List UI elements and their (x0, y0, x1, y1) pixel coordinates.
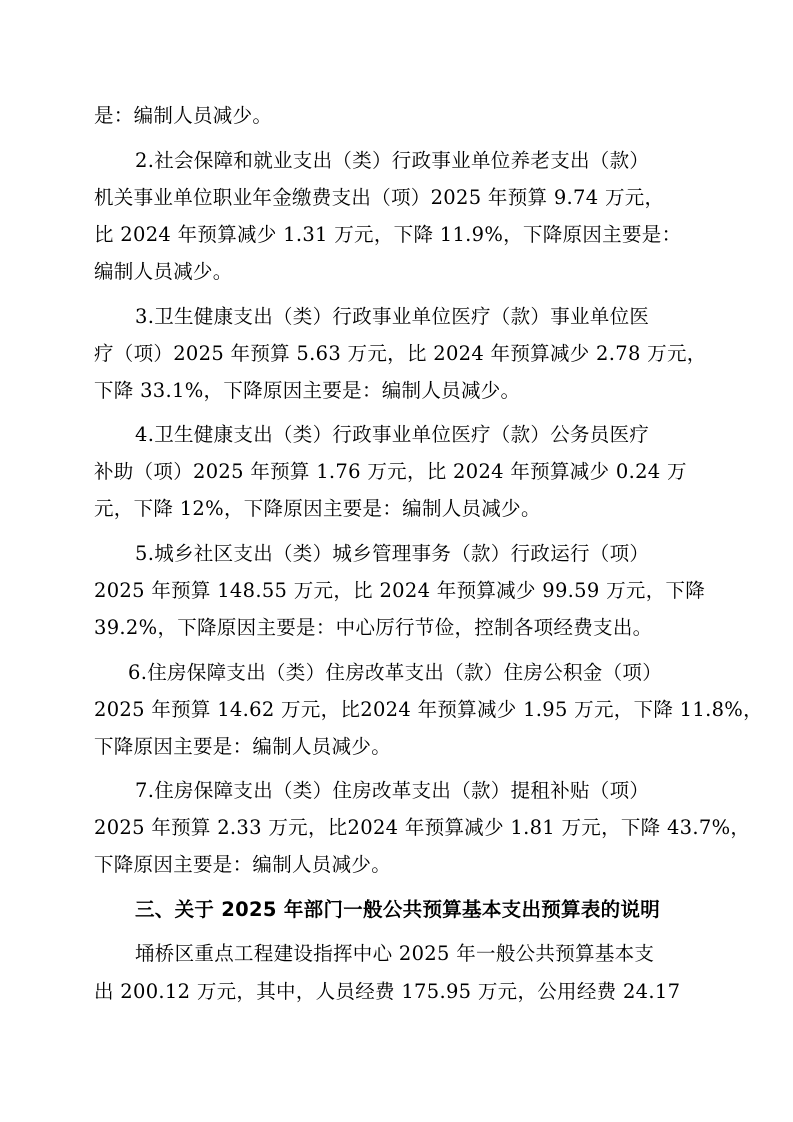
item-2-line: 2.社会保障和就业支出（类）行政事业单位养老支出（款） (135, 149, 650, 172)
body-text-line: 编制人员减少。 (94, 260, 233, 283)
body-text-line: 下降原因主要是：编制人员减少。 (94, 735, 392, 758)
body-text-line: 39.2%，下降原因主要是：中心厉行节俭，控制各项经费支出。 (94, 616, 653, 639)
body-text-line: 下降 33.1%，下降原因主要是：编制人员减少。 (94, 379, 521, 402)
body-text-line: 比 2024 年预算减少 1.31 万元，下降 11.9%，下降原因主要是： (94, 223, 682, 246)
body-text-line: 2025 年预算 2.33 万元，比2024 年预算减少 1.81 万元，下降 43.7%， (94, 816, 751, 839)
body-text-line: 2025 年预算 14.62 万元，比2024 年预算减少 1.95 万元，下降 11.8%， (94, 698, 763, 721)
body-text-line: 出 200.12 万元，其中，人员经费 175.95 万元，公用经费 24.17 (94, 980, 681, 1003)
body-text-line: 机关事业单位职业年金缴费支出（项）2025 年预算 9.74 万元， (94, 186, 665, 209)
body-text-line: 埇桥区重点工程建设指挥中心 2025 年一般公共预算基本支 (135, 942, 655, 965)
body-text-line: 下降原因主要是：编制人员减少。 (94, 853, 392, 876)
body-text-line: 疗（项）2025 年预算 5.63 万元，比 2024 年预算减少 2.78 万元， (94, 342, 707, 365)
body-text-line: 是：编制人员减少。 (94, 104, 273, 127)
item-3-line: 3.卫生健康支出（类）行政事业单位医疗（款）事业单位医 (135, 305, 650, 328)
body-text-line: 补助（项）2025 年预算 1.76 万元，比 2024 年预算减少 0.24 万 (94, 460, 687, 483)
item-5-line: 5.城乡社区支出（类）城乡管理事务（款）行政运行（项） (135, 542, 650, 565)
item-7-line: 7.住房保障支出（类）住房改革支出（款）提租补贴（项） (135, 779, 650, 802)
item-4-line: 4.卫生健康支出（类）行政事业单位医疗（款）公务员医疗 (135, 423, 650, 446)
body-text-line: 元，下降 12%，下降原因主要是：编制人员减少。 (94, 497, 541, 520)
item-6-line: 6.住房保障支出（类）住房改革支出（款）住房公积金（项） (128, 661, 663, 684)
body-text-line: 2025 年预算 148.55 万元，比 2024 年预算减少 99.59 万元，下降 (94, 579, 706, 602)
section-heading: 三、关于 2025 年部门一般公共预算基本支出预算表的说明 (135, 898, 661, 921)
